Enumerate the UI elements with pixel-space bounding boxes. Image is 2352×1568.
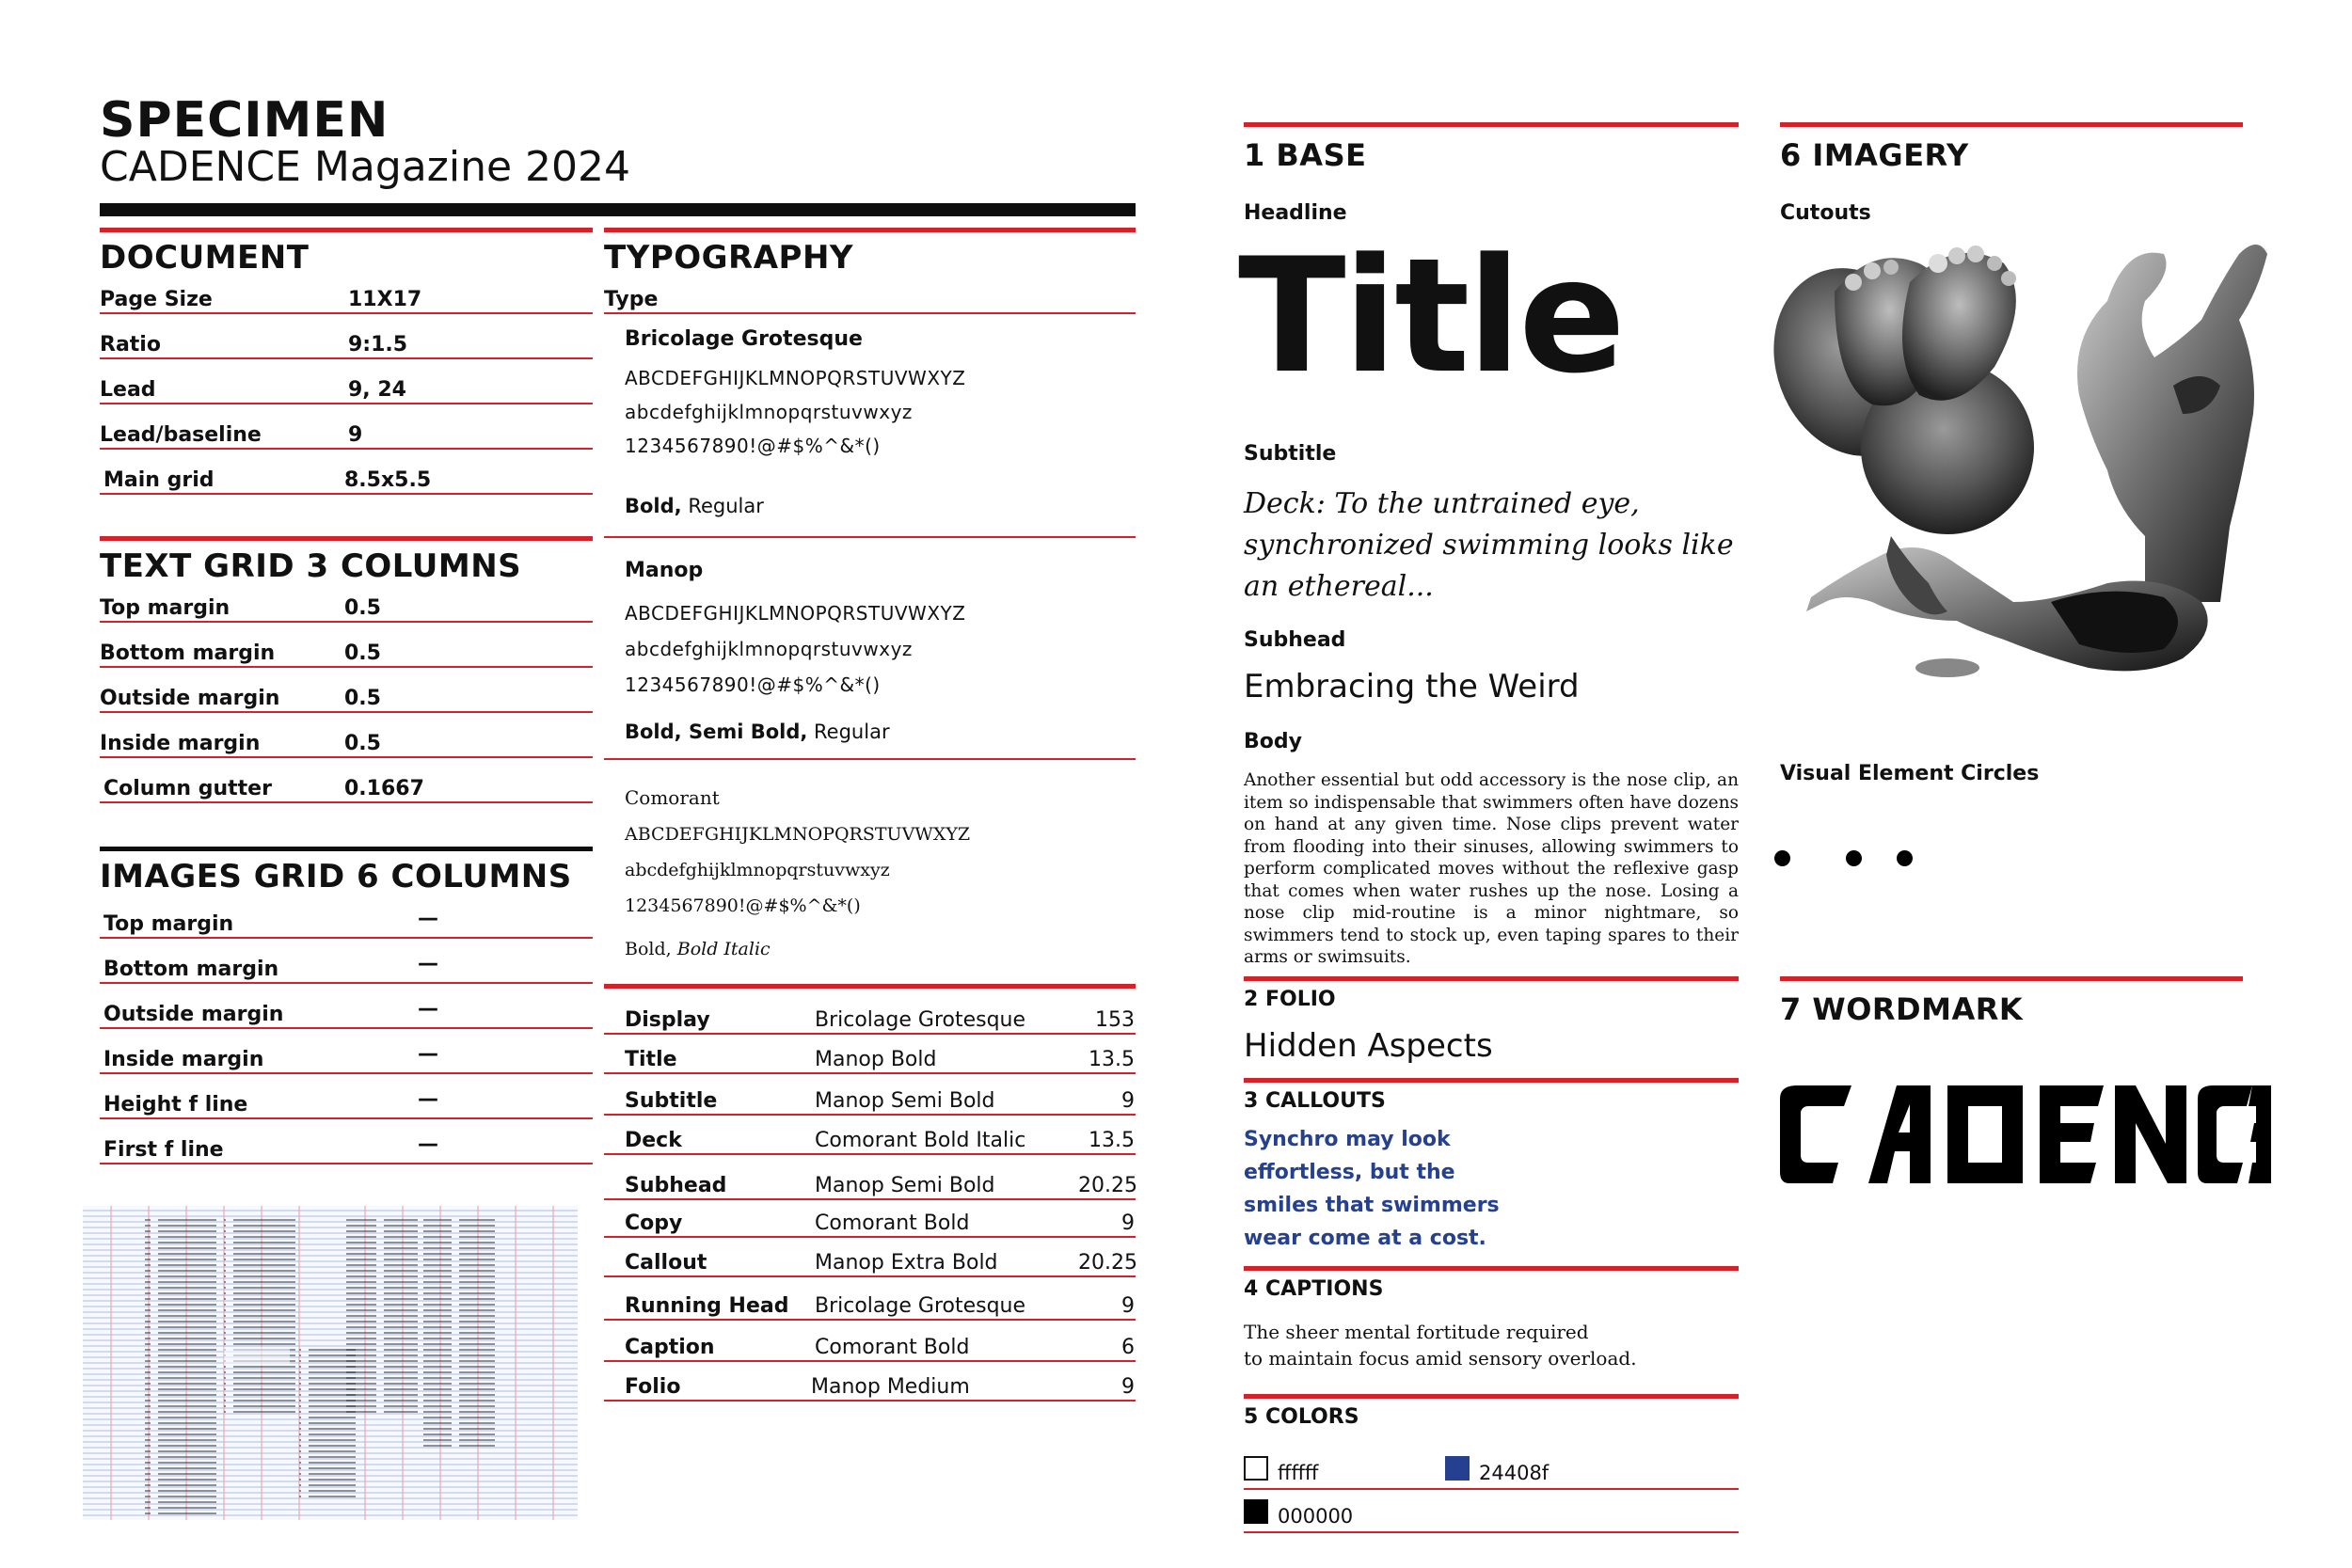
ig-label-inside-margin: Inside margin [103, 1048, 264, 1071]
font-name: Manop [625, 559, 704, 582]
font-upper: ABCDEFGHIJKLMNOPQRSTUVWXYZ [625, 824, 971, 845]
font-upper: ABCDEFGHIJKLMNOPQRSTUVWXYZ [625, 602, 966, 625]
style-role: Deck [625, 1129, 682, 1152]
style-size: 6 [1121, 1336, 1135, 1359]
row-rule [604, 758, 1136, 760]
row-rule [100, 1072, 593, 1074]
doc-label-lead-baseline: Lead/baseline [100, 423, 262, 447]
style-size: 9 [1121, 1294, 1135, 1318]
imagery-rule [1780, 122, 2243, 127]
style-font: Comorant Bold Italic [815, 1129, 1026, 1152]
tg-value-inside-margin: 0.5 [344, 732, 381, 755]
style-font: Bricolage Grotesque [815, 1294, 1026, 1318]
feet-cutout [1769, 245, 2054, 554]
font-lower: abcdefghijklmnopqrstuvwxyz [625, 638, 913, 660]
deck-line: Deck: To the untrained eye, [1244, 487, 1640, 520]
styles-table-rule [604, 984, 1136, 989]
specimen-subtitle: CADENCE Magazine 2024 [100, 143, 630, 191]
row-rule [604, 1153, 1136, 1155]
row-rule [604, 1400, 1136, 1402]
style-role: Title [625, 1048, 677, 1071]
doc-value-main-grid: 8.5x5.5 [344, 468, 432, 492]
doc-value-page-size: 11X17 [348, 288, 422, 311]
doc-label-lead: Lead [100, 378, 156, 402]
font-weights-rest: Regular [807, 721, 890, 743]
row-rule [604, 536, 1136, 538]
row-rule [100, 621, 593, 623]
text-grid-rule [100, 536, 593, 541]
ig-value-first-f-line: — [418, 1132, 438, 1156]
row-rule [100, 312, 593, 314]
callouts-heading: 3 CALLOUTS [1244, 1089, 1386, 1113]
style-font: Manop Semi Bold [815, 1089, 995, 1113]
doc-value-lead-baseline: 9 [348, 423, 363, 447]
callout-line: Synchro may look [1244, 1128, 1451, 1151]
ig-value-height-f-line: — [418, 1087, 438, 1111]
ig-value-bottom-margin: — [418, 952, 438, 975]
style-size: 13.5 [1089, 1129, 1135, 1152]
headline-sample: Title [1238, 224, 1624, 408]
hand-cutout [2077, 245, 2267, 602]
body-sample: Another essential but odd accessory is the nose clip, an item so indispensable that swimmers often have dozens on hand at any given time. Nose clips prevent water from flooding into their sinuses, allowing swimmers to perform complicated moves without the reflexive gasp that comes when water rushes up the nose. Losing a nose clip mid-routine is a minor nightmare, so swimmers tend to stock up, even taping spares to their arms or swimsuits. [1244, 770, 1739, 967]
captions-rule [1244, 1266, 1739, 1271]
row-rule [604, 1072, 1136, 1074]
header-red-rule-right [604, 228, 1136, 232]
colors-heading: 5 COLORS [1244, 1405, 1359, 1429]
wordmark-heading: 7 WORDMARK [1780, 991, 2024, 1027]
typography-heading: TYPOGRAPHY [604, 239, 854, 277]
deck-sample [1244, 483, 1734, 608]
grid-thumbnail [83, 1206, 578, 1520]
folio-heading: 2 FOLIO [1244, 988, 1336, 1011]
font-weights-bold: Bold, Semi Bold, [625, 721, 808, 743]
font-name: Comorant [625, 786, 720, 809]
row-rule [604, 1198, 1136, 1200]
row-rule [604, 1114, 1136, 1116]
style-size: 13.5 [1089, 1048, 1135, 1071]
style-size: 20.25 [1078, 1251, 1137, 1275]
base-heading: 1 BASE [1244, 137, 1367, 173]
style-role: Callout [625, 1251, 707, 1275]
style-font: Manop Medium [811, 1375, 970, 1399]
row-rule [604, 1033, 1136, 1035]
style-size: 9 [1121, 1375, 1135, 1399]
wordmark-logo [1778, 1082, 2273, 1187]
style-font: Bricolage Grotesque [815, 1008, 1026, 1032]
font-lower: abcdefghijklmnopqrstuvwxyz [625, 401, 913, 423]
font-weights-rest: Regular [681, 495, 764, 517]
ig-label-first-f-line: First f line [103, 1138, 224, 1162]
imagery-heading: 6 IMAGERY [1780, 137, 1969, 173]
colors-rule [1244, 1394, 1739, 1399]
row-rule [100, 448, 593, 450]
tg-value-column-gutter: 0.1667 [344, 777, 424, 800]
circle-element [1846, 850, 1862, 866]
tg-label-bottom-margin: Bottom margin [100, 641, 276, 665]
deck-line: an ethereal... [1244, 570, 1434, 603]
cutouts-collage-svg [1769, 226, 2277, 724]
style-font: Manop Bold [815, 1048, 937, 1071]
font-nums: 1234567890!@#$%^&*() [625, 673, 881, 696]
folio-sample: Hidden Aspects [1244, 1027, 1493, 1065]
subhead-sample: Embracing the Weird [1244, 668, 1580, 705]
caption-line: to maintain focus amid sensory overload. [1244, 1347, 1637, 1370]
font-weights-bold: Bold, [625, 495, 682, 517]
row-rule [100, 711, 593, 713]
images-grid-heading: IMAGES GRID 6 COLUMNS [100, 858, 572, 895]
circle-element [1774, 850, 1790, 866]
tg-value-top-margin: 0.5 [344, 596, 381, 620]
callout-line: effortless, but the [1244, 1161, 1455, 1184]
caption-sample [1244, 1319, 1637, 1371]
ig-value-top-margin: — [418, 907, 438, 930]
header-rule [100, 203, 1136, 216]
folio-rule [1244, 976, 1739, 981]
style-size: 9 [1121, 1089, 1135, 1113]
row-rule [604, 1236, 1136, 1238]
row-rule [100, 756, 593, 758]
row-rule [604, 1360, 1136, 1362]
tg-label-column-gutter: Column gutter [103, 777, 272, 800]
cutouts-collage [1769, 226, 2277, 724]
row-rule [100, 937, 593, 939]
row-rule [100, 1163, 593, 1164]
grid-thumbnail-svg [83, 1206, 578, 1520]
text-grid-heading: TEXT GRID 3 COLUMNS [100, 547, 522, 585]
subhead-label: Subhead [1244, 628, 1346, 652]
images-grid-rule [100, 847, 593, 851]
style-size: 153 [1095, 1008, 1135, 1032]
font-name: Bricolage Grotesque [625, 327, 863, 351]
style-role: Display [625, 1008, 710, 1032]
tg-label-top-margin: Top margin [100, 596, 230, 620]
style-font: Manop Semi Bold [815, 1174, 995, 1197]
row-rule [604, 1275, 1136, 1277]
specimen-title: SPECIMEN [100, 92, 389, 149]
row-rule [100, 493, 593, 495]
style-role: Subhead [625, 1174, 727, 1197]
type-label: Type [604, 288, 659, 311]
captions-heading: 4 CAPTIONS [1244, 1277, 1384, 1301]
deck-line: synchronized swimming looks like [1244, 529, 1734, 562]
font-nums: 1234567890!@#$%^&*() [625, 435, 881, 457]
style-role: Running Head [625, 1294, 789, 1318]
ig-value-outside-margin: — [418, 997, 438, 1021]
color-swatch-24408f [1445, 1456, 1470, 1481]
style-role: Subtitle [625, 1089, 718, 1113]
color-swatch-ffffff [1244, 1456, 1268, 1481]
row-rule [100, 1117, 593, 1119]
row-rule [100, 357, 593, 359]
tg-value-outside-margin: 0.5 [344, 687, 381, 710]
cutouts-label: Cutouts [1780, 201, 1871, 225]
style-font: Comorant Bold [815, 1212, 970, 1235]
caption-line: The sheer mental fortitude required [1244, 1321, 1589, 1343]
font-nums: 1234567890!@#$%^&*() [625, 895, 861, 916]
row-rule [100, 666, 593, 668]
tg-value-bottom-margin: 0.5 [344, 641, 381, 665]
doc-label-main-grid: Main grid [103, 468, 215, 492]
style-role: Caption [625, 1336, 715, 1359]
row-rule [100, 403, 593, 404]
color-label-24408f: 24408f [1479, 1462, 1549, 1484]
font-lower: abcdefghijklmnopqrstuvwxyz [625, 860, 890, 880]
style-role: Folio [625, 1375, 681, 1399]
font-weights [625, 495, 764, 517]
row-rule [1244, 1488, 1739, 1490]
ig-value-inside-margin: — [418, 1042, 438, 1066]
circles-label: Visual Element Circles [1780, 762, 2040, 785]
wordmark-rule [1780, 976, 2243, 981]
style-size: 20.25 [1078, 1174, 1137, 1197]
ig-label-outside-margin: Outside margin [103, 1003, 284, 1026]
callout-line: wear come at a cost. [1244, 1227, 1486, 1250]
row-rule [100, 801, 593, 803]
wordmark-logo-svg [1778, 1082, 2273, 1187]
tg-label-outside-margin: Outside margin [100, 687, 280, 710]
callouts-rule [1244, 1078, 1739, 1083]
doc-value-lead: 9, 24 [348, 378, 406, 402]
style-role: Copy [625, 1212, 683, 1235]
base-rule [1244, 122, 1739, 127]
style-font: Comorant Bold [815, 1336, 970, 1359]
tg-label-inside-margin: Inside margin [100, 732, 261, 755]
font-weights-bold: Bold, [625, 939, 672, 959]
font-upper: ABCDEFGHIJKLMNOPQRSTUVWXYZ [625, 367, 966, 389]
font-weights-rest: Bold Italic [671, 939, 771, 959]
style-font: Manop Extra Bold [815, 1251, 998, 1275]
color-label-ffffff: ffffff [1278, 1462, 1319, 1484]
body-label: Body [1244, 730, 1302, 753]
ig-label-bottom-margin: Bottom margin [103, 958, 279, 981]
doc-value-ratio: 9:1.5 [348, 333, 408, 356]
headline-label: Headline [1244, 201, 1347, 225]
color-label-000000: 000000 [1278, 1505, 1354, 1528]
row-rule [604, 312, 1136, 314]
row-rule [100, 982, 593, 984]
row-rule [100, 1027, 593, 1029]
ig-label-height-f-line: Height f line [103, 1093, 248, 1117]
doc-label-ratio: Ratio [100, 333, 161, 356]
subtitle-label: Subtitle [1244, 442, 1337, 466]
header-red-rule-left [100, 228, 593, 232]
document-heading: DOCUMENT [100, 239, 310, 277]
ig-label-top-margin: Top margin [103, 912, 234, 936]
callout-line: smiles that swimmers [1244, 1194, 1500, 1217]
font-weights [625, 939, 771, 959]
style-size: 9 [1121, 1212, 1135, 1235]
doc-label-page-size: Page Size [100, 288, 213, 311]
row-rule [1244, 1531, 1739, 1533]
callout-sample [1244, 1123, 1500, 1255]
font-weights [625, 721, 890, 743]
row-rule [604, 1319, 1136, 1321]
circle-element [1897, 850, 1913, 866]
color-swatch-000000 [1244, 1499, 1268, 1524]
